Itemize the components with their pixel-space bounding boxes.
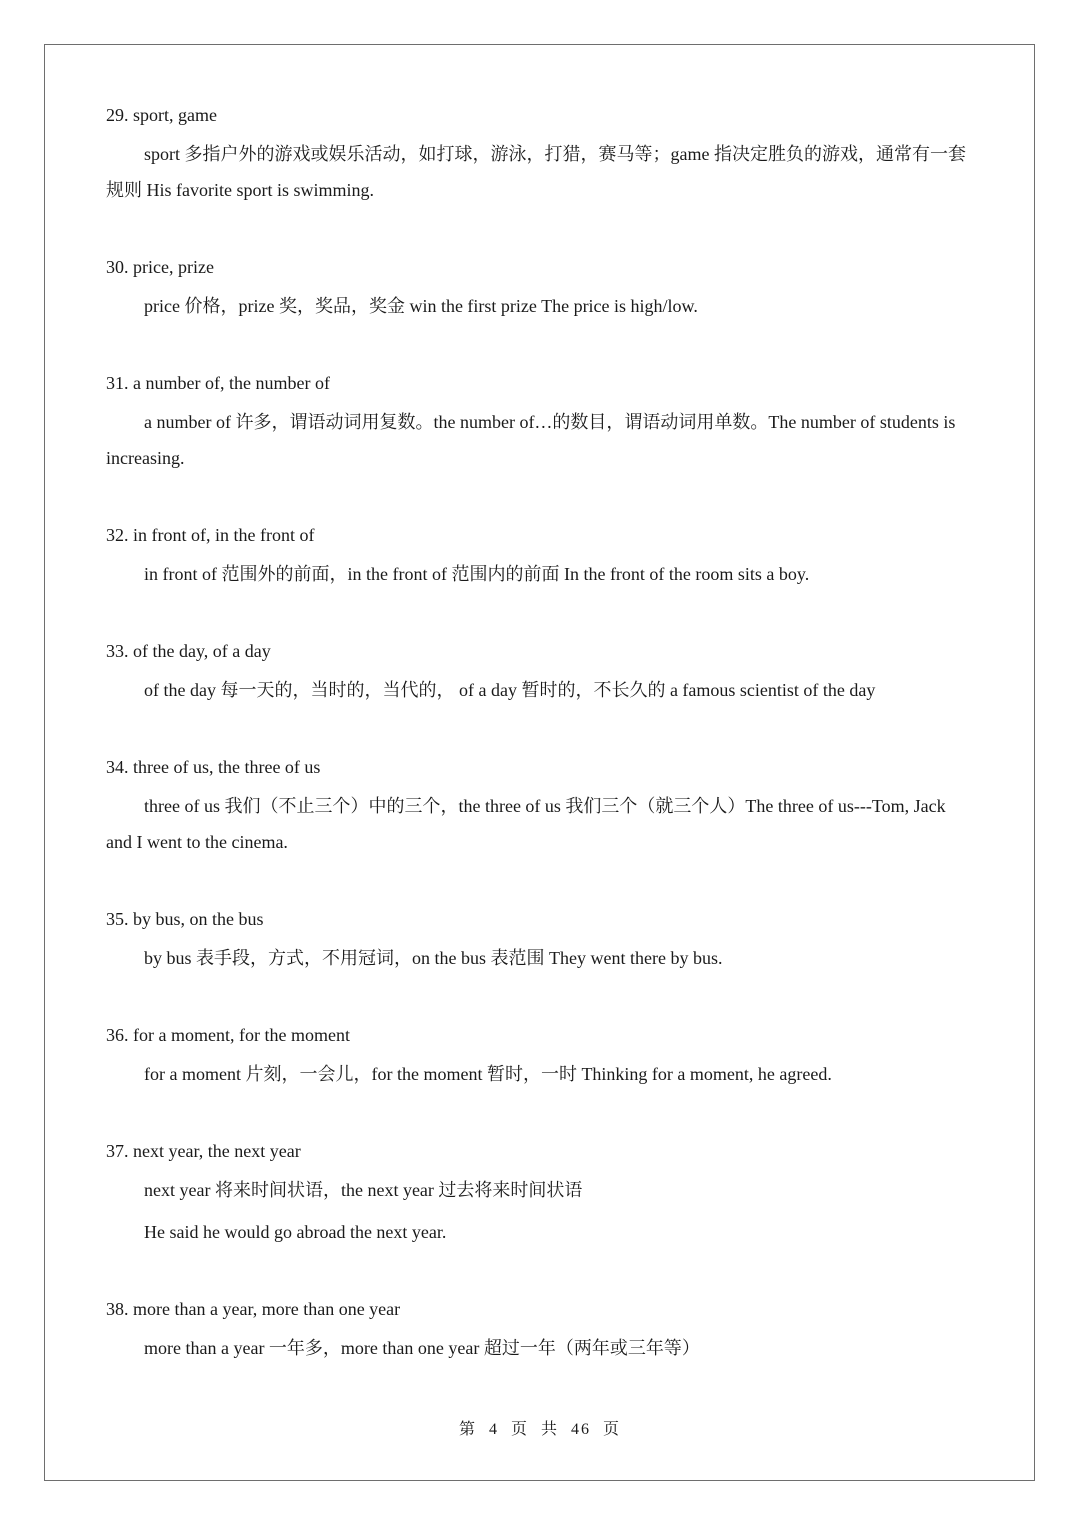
entry-30 <box>106 250 976 324</box>
entry-heading: 29. sport, game <box>106 105 217 125</box>
entry-text: a number of 许多，谓语动词用复数。the number of…的数目，谓语动词用单数。The number of students is increasing. <box>106 412 956 468</box>
entry-35 <box>106 902 976 976</box>
entry-32 <box>106 518 976 592</box>
entry-34 <box>106 750 976 860</box>
entry-text: sport 多指户外的游戏或娱乐活动，如打球，游泳，打猎，赛马等；game 指决定胜负的游戏，通常有一套规则 His favorite sport is swimming. <box>106 144 966 200</box>
entry-33 <box>106 634 976 708</box>
entry-29 <box>106 98 976 208</box>
entry-heading: 31. a number of, the number of <box>106 373 330 393</box>
entry-36 <box>106 1018 976 1092</box>
entry-text: by bus 表手段，方式，不用冠词，on the bus 表范围 They went there by bus. <box>144 948 723 968</box>
entry-text: three of us 我们（不止三个）中的三个，the three of us 我们三个（就三个人）The three of us---Tom, Jack and I went to the cinema. <box>106 796 946 852</box>
entry-37 <box>106 1134 976 1250</box>
entry-31 <box>106 366 976 476</box>
entry-heading: 34. three of us, the three of us <box>106 757 321 777</box>
entry-heading: 38. more than a year, more than one year <box>106 1299 401 1319</box>
entry-heading: 32. in front of, in the front of <box>106 525 315 545</box>
entry-text: next year 将来时间状语，the next year 过去将来时间状语 <box>144 1180 583 1200</box>
entry-text: price 价格，prize 奖，奖品，奖金 win the first prize The price is high/low. <box>144 296 698 316</box>
entry-38 <box>106 1292 976 1366</box>
entry-text: for a moment 片刻，一会儿，for the moment 暂时，一时 Thinking for a moment, he agreed. <box>144 1064 832 1084</box>
page-number-footer: 第 4 页 共 46 页 <box>458 1421 621 1438</box>
entry-heading: 35. by bus, on the bus <box>106 909 264 929</box>
entry-heading: 30. price, prize <box>106 257 214 277</box>
entry-heading: 36. for a moment, for the moment <box>106 1025 350 1045</box>
document-body <box>106 98 976 1408</box>
entry-text: of the day 每一天的，当时的，当代的， of a day 暂时的，不长久的 a famous scientist of the day <box>144 680 876 700</box>
entry-text: more than a year 一年多，more than one year 超过一年（两年或三年等） <box>144 1338 700 1358</box>
entry-example: He said he would go abroad the next year. <box>144 1222 447 1242</box>
entry-heading: 33. of the day, of a day <box>106 641 271 661</box>
entry-heading: 37. next year, the next year <box>106 1141 301 1161</box>
entry-text: in front of 范围外的前面，in the front of 范围内的前面 In the front of the room sits a boy. <box>144 564 810 584</box>
